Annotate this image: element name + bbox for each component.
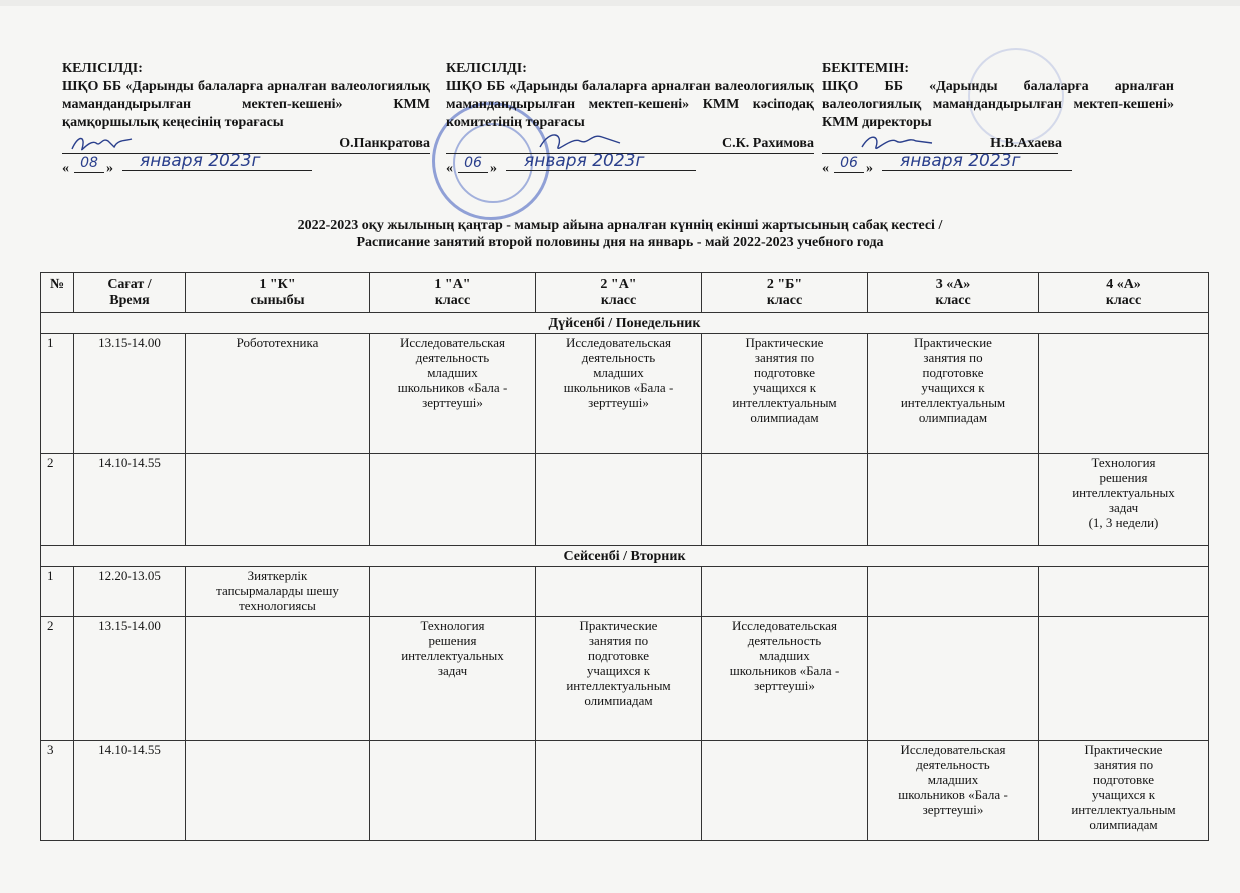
lesson-cell: Зияткерлік тапсырмаларды шешу технологиясы (186, 567, 370, 617)
lesson-cell: Технология решения интеллектуальных задач (1, 3 недели) (1039, 454, 1209, 546)
quote-close: » (866, 161, 873, 176)
title-ru: Расписание занятий второй половины дня на январь - май 2022-2023 учебного года (356, 235, 884, 250)
approval-org: ШҚО ББ «Дарынды балаларға арналған валеологиялық мамандандырылған мектеп-кешені» КММ кәсіподақ комитетінің төрағасы (446, 79, 814, 130)
quote-close: » (106, 161, 113, 176)
approval-role: КЕЛІСІЛДІ: (62, 61, 143, 76)
quote-open: « (62, 161, 69, 176)
quote-open: « (822, 161, 829, 176)
lesson-cell: Исследовательская деятельность младших школьников «Бала - зерттеуші» (536, 334, 702, 454)
approval-org: ШҚО ББ «Дарынды балаларға арналған валеологиялық мамандандырылған мектеп-кешені» КММ қамқоршылық кеңесінің төрағасы (62, 79, 430, 130)
column-header: 2 "А" класс (536, 273, 702, 313)
column-header: 1 "К" сыныбы (186, 273, 370, 313)
lesson-cell (370, 567, 536, 617)
column-header: 1 "А" класс (370, 273, 536, 313)
signer-name: С.К. Рахимова (722, 136, 814, 151)
signer-name: Н.В.Ахаева (990, 136, 1062, 151)
column-header: № (41, 273, 74, 313)
column-header: 4 «А» класс (1039, 273, 1209, 313)
table-body (41, 313, 1209, 841)
approval-role: БЕКІТЕМІН: (822, 61, 910, 76)
row-time: 14.10-14.55 (74, 741, 186, 841)
approval-date (62, 151, 430, 178)
row-number: 2 (41, 617, 74, 741)
lesson-cell: Практические занятия по подготовке учащихся к интеллектуальным олимпиадам (702, 334, 868, 454)
row-time: 12.20-13.05 (74, 567, 186, 617)
approval-date (822, 151, 1174, 178)
row-number: 1 (41, 567, 74, 617)
schedule-table (40, 272, 1209, 841)
page-edge (0, 0, 1240, 6)
row-time: 14.10-14.55 (74, 454, 186, 546)
lesson-cell (186, 741, 370, 841)
date-month: января 2023г (506, 152, 696, 171)
quote-open: « (446, 161, 453, 176)
lesson-cell (370, 741, 536, 841)
table-row (41, 617, 1209, 741)
row-number: 3 (41, 741, 74, 841)
lesson-cell: Практические занятия по подготовке учащихся к интеллектуальным олимпиадам (536, 617, 702, 741)
lesson-cell (702, 454, 868, 546)
date-month: января 2023г (122, 152, 312, 171)
lesson-cell (186, 454, 370, 546)
lesson-cell (868, 454, 1039, 546)
table-row (41, 567, 1209, 617)
lesson-cell: Исследовательская деятельность младших школьников «Бала - зерттеуші» (868, 741, 1039, 841)
table-row (41, 741, 1209, 841)
lesson-cell (1039, 567, 1209, 617)
lesson-cell (1039, 334, 1209, 454)
lesson-cell (370, 454, 536, 546)
date-day: 06 (458, 154, 488, 173)
table-header (41, 273, 1209, 313)
row-time: 13.15-14.00 (74, 617, 186, 741)
lesson-cell (1039, 617, 1209, 741)
table-row (41, 454, 1209, 546)
day-row (41, 546, 1209, 567)
lesson-cell (868, 567, 1039, 617)
lesson-cell: Робототехника (186, 334, 370, 454)
header-row (41, 273, 1209, 313)
column-header: 3 «А» класс (868, 273, 1039, 313)
row-time: 13.15-14.00 (74, 334, 186, 454)
date-month: января 2023г (882, 152, 1072, 171)
date-day: 06 (834, 154, 864, 173)
lesson-cell: Исследовательская деятельность младших школьников «Бала - зерттеуші» (702, 617, 868, 741)
lesson-cell: Практические занятия по подготовке учащихся к интеллектуальным олимпиадам (1039, 741, 1209, 841)
lesson-cell (702, 741, 868, 841)
lesson-cell (186, 617, 370, 741)
signer-name: О.Панкратова (339, 136, 430, 151)
title-kz: 2022-2023 оқу жылының қаңтар - мамыр айына арналған күннің екінші жартысының сабақ кестесі / (297, 218, 943, 233)
lesson-cell (536, 567, 702, 617)
approval-block-2 (446, 60, 814, 178)
quote-close: » (490, 161, 497, 176)
lesson-cell (536, 454, 702, 546)
table-row (41, 334, 1209, 454)
day-label: Дүйсенбі / Понедельник (41, 313, 1209, 334)
lesson-cell (702, 567, 868, 617)
lesson-cell (868, 617, 1039, 741)
approval-date (446, 151, 814, 178)
row-number: 1 (41, 334, 74, 454)
column-header: 2 "Б" класс (702, 273, 868, 313)
row-number: 2 (41, 454, 74, 546)
date-day: 08 (74, 154, 104, 173)
day-row (41, 313, 1209, 334)
lesson-cell: Технология решения интеллектуальных задач (370, 617, 536, 741)
approval-role: КЕЛІСІЛДІ: (446, 61, 527, 76)
lesson-cell (536, 741, 702, 841)
approval-block-1 (62, 60, 430, 178)
approval-block-3 (822, 60, 1174, 178)
day-label: Сейсенбі / Вторник (41, 546, 1209, 567)
lesson-cell: Исследовательская деятельность младших школьников «Бала - зерттеуші» (370, 334, 536, 454)
approval-org: ШҚО ББ «Дарынды балаларға арналған валеологиялық мамандандырылған мектеп-кешені» КММ директоры (822, 79, 1174, 130)
column-header: Сағат / Время (74, 273, 186, 313)
lesson-cell: Практические занятия по подготовке учащихся к интеллектуальным олимпиадам (868, 334, 1039, 454)
